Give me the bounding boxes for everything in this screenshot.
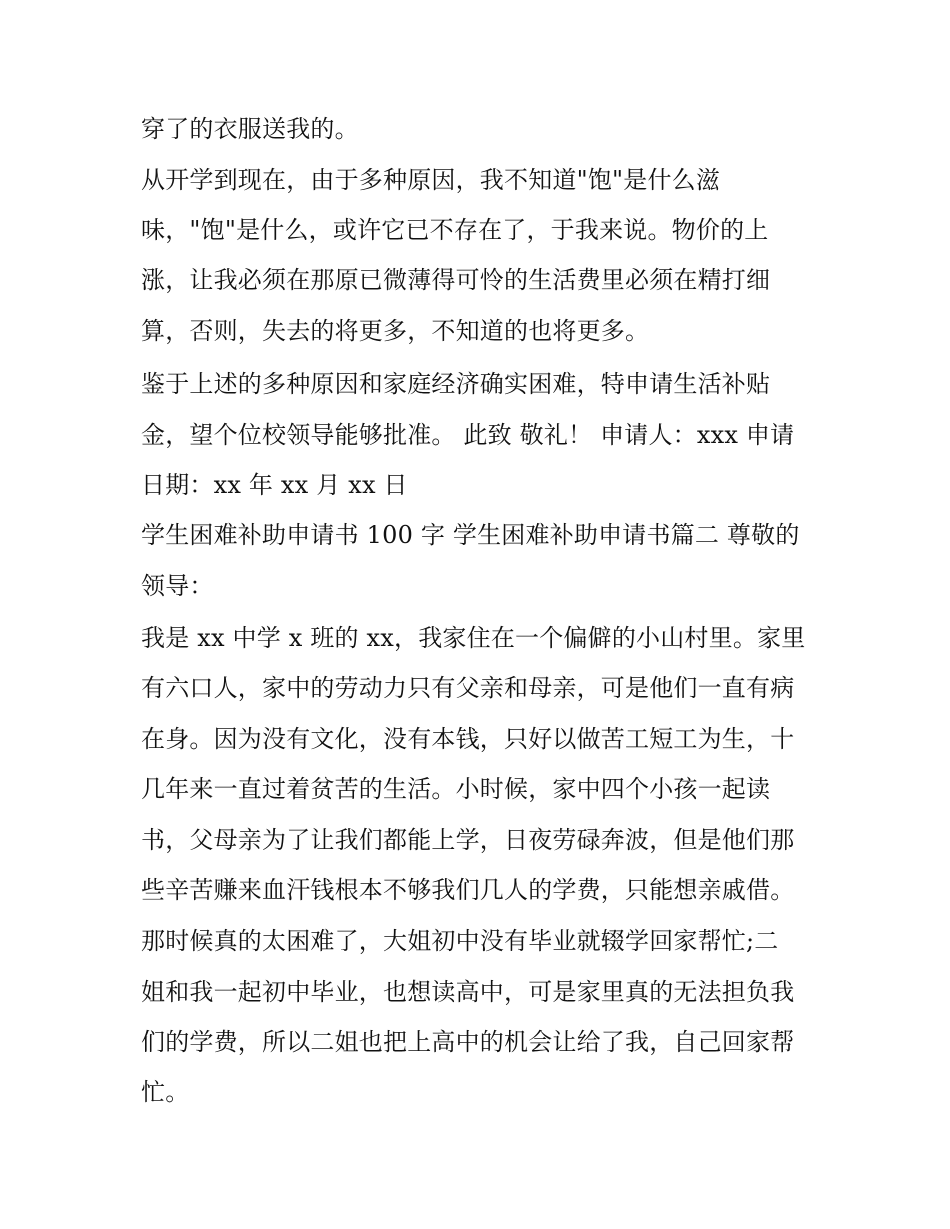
text-line: 鉴于上述的多种原因和家庭经济确实困难，特申请生活补贴	[141, 370, 771, 398]
text-line: 那时候真的太困难了，大姐初中没有毕业就辍学回家帮忙;二	[141, 927, 779, 955]
text-line: 学生困难补助申请书 100 字 学生困难补助申请书篇二 尊敬的	[141, 521, 800, 549]
text-line: 从开学到现在，由于多种原因，我不知道"饱"是什么滋	[141, 166, 721, 194]
text-line: 穿了的衣服送我的。	[141, 115, 359, 143]
text-line: 味，"饱"是什么，或许它已不存在了，于我来说。物价的上	[141, 216, 769, 244]
text-line: 些辛苦赚来血汗钱根本不够我们几人的学费，只能想亲戚借。	[141, 876, 795, 904]
text-line: 我是 xx 中学 x 班的 xx，我家住在一个偏僻的小山村里。家里	[141, 624, 806, 652]
text-line: 日期：xx 年 xx 月 xx 日	[141, 471, 408, 499]
text-line: 涨，让我必须在那原已微薄得可怜的生活费里必须在精打细	[141, 266, 771, 294]
text-line: 几年来一直过着贫苦的生活。小时候，家中四个小孩一起读	[141, 775, 771, 803]
text-line: 有六口人，家中的劳动力只有父亲和母亲，可是他们一直有病	[141, 674, 795, 702]
text-line: 姐和我一起初中毕业，也想读高中，可是家里真的无法担负我	[141, 978, 795, 1006]
text-line: 在身。因为没有文化，没有本钱，只好以做苦工短工为生，十	[141, 725, 795, 753]
text-line: 书，父母亲为了让我们都能上学，日夜劳碌奔波，但是他们那	[141, 826, 795, 854]
text-line: 算，否则，失去的将更多，不知道的也将更多。	[141, 317, 650, 345]
text-line: 金，望个位校领导能够批准。 此致 敬礼！ 申请人：xxx 申请	[141, 421, 795, 449]
text-line: 忙。	[141, 1078, 190, 1106]
text-line: 们的学费，所以二姐也把上高中的机会让给了我，自己回家帮	[141, 1028, 795, 1056]
text-line: 领导：	[141, 572, 214, 600]
